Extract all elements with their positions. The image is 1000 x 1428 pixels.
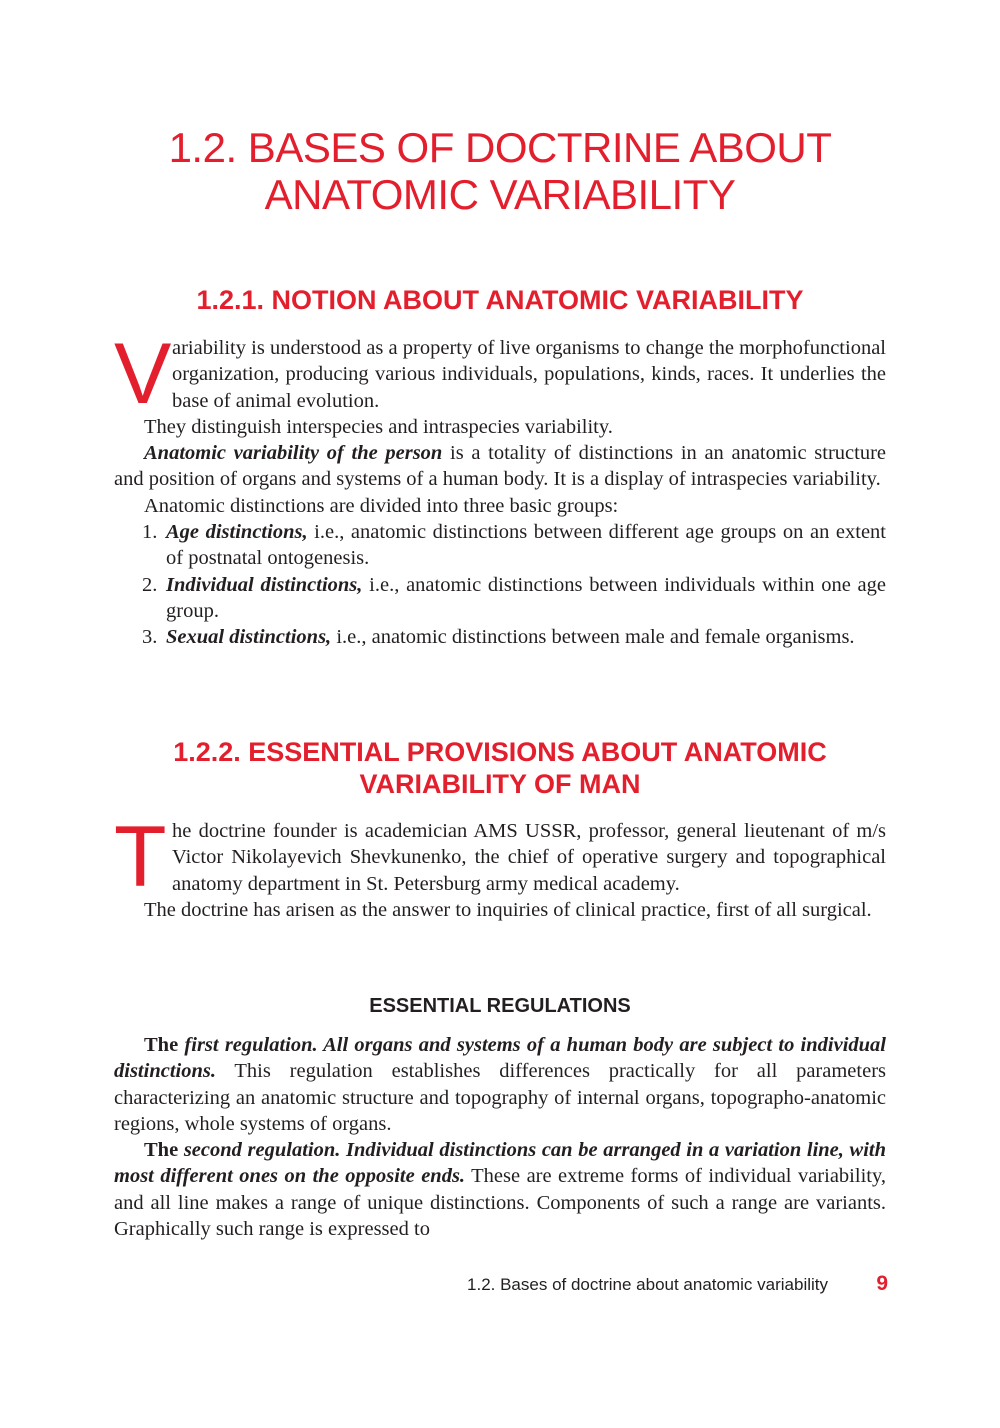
list-item: [114, 624, 886, 650]
drop-cap-letter: V: [114, 326, 172, 422]
distinction-groups-list: [114, 519, 886, 650]
running-footer-title: 1.2. Bases of doctrine about anatomic variability: [467, 1275, 828, 1294]
list-number: 2.: [142, 573, 158, 596]
chapter-title-line1: 1.2. BASES OF DOCTRINE ABOUT: [168, 124, 832, 171]
section-heading-text: 1.2.1. NOTION ABOUT ANATOMIC VARIABILITY: [196, 285, 804, 315]
list-item: [114, 519, 886, 572]
section-heading-1-2-2: [114, 736, 886, 800]
section-heading-line1: 1.2.2. ESSENTIAL PROVISIONS ABOUT ANATOMIC: [173, 737, 827, 767]
essential-regulations-heading: ESSENTIAL REGULATIONS: [369, 995, 631, 1017]
list-number: 3.: [142, 626, 158, 649]
list-term: Age distinctions,: [166, 521, 308, 544]
second-regulation: [114, 1137, 886, 1242]
list-desc: i.e., anatomic distinctions between individuals within one age group.: [166, 573, 886, 622]
first-regulation: [114, 1032, 886, 1137]
regulation-explanation: These are extreme forms of individual variability, and all line makes a range of unique distinctions. Components of such a range are variants. Graphically such range is expressed to: [114, 1165, 887, 1241]
list-desc: i.e., anatomic distinctions between male and female organisms.: [331, 626, 855, 649]
regulation-the: The: [144, 1139, 179, 1162]
section-heading-1-2-1: [114, 284, 886, 316]
paragraph-doctrine-origin: The doctrine has arisen as the answer to inquiries of clinical practice, first of all surgical.: [144, 898, 872, 921]
regulation-explanation: This regulation establishes differences practically for all parameters characterizing an anatomic structure and topography of internal organs, topographo-anatomic regions, whole systems of organs.: [114, 1060, 886, 1135]
regulation-statement: first regulation. All organs and systems of a human body are subject to individual distinctions.: [114, 1034, 886, 1083]
page-number: 9: [876, 1272, 888, 1295]
term-anatomic-variability: Anatomic variability of the person: [144, 442, 443, 465]
chapter-title: [100, 124, 900, 218]
intro-paragraph: [114, 809, 886, 905]
list-number: 1.: [142, 521, 158, 544]
paragraph-groups-intro: Anatomic distinctions are divided into three basic groups:: [144, 494, 619, 517]
section-heading-line2: VARIABILITY OF MAN: [359, 769, 641, 799]
section-1-body: [114, 326, 886, 651]
list-desc: i.e., anatomic distinctions between different age groups on an extent of postnatal ontogenesis.: [166, 521, 886, 570]
paragraph-anatomic-variability: [114, 440, 886, 493]
intro-text: ariability is understood as a property of live organisms to change the morphofunctional organization, producing various individuals, populations, kinds, races. It underlies the base of animal evolution.: [172, 337, 886, 412]
paragraph-variability-types: They distinguish interspecies and intraspecies variability.: [144, 415, 613, 438]
drop-cap-letter: T: [114, 809, 167, 905]
regulations-body: [114, 1032, 886, 1242]
regulation-the: The: [144, 1034, 179, 1056]
list-term: Sexual distinctions,: [166, 626, 332, 649]
definition-text: is a totality of distinctions in an anatomic structure and position of organs and systems of a human body. It is a display of intraspecies variability.: [114, 442, 886, 491]
section-2-body: [114, 809, 886, 923]
intro-text: he doctrine founder is academician AMS USSR, professor, general lieutenant of m/s Victor Nikolayevich Shevkunenko, the chief of operative surgery and topographical anatomy department in St. Petersburg army medical academy.: [172, 820, 886, 895]
regulation-statement: second regulation. Individual distinctions can be arranged in a variation line, with most different ones on the opposite ends.: [114, 1139, 886, 1188]
list-term: Individual distinctions,: [166, 573, 363, 596]
chapter-title-line2: ANATOMIC VARIABILITY: [264, 171, 736, 218]
list-item: [114, 572, 886, 625]
intro-paragraph: [114, 326, 886, 422]
